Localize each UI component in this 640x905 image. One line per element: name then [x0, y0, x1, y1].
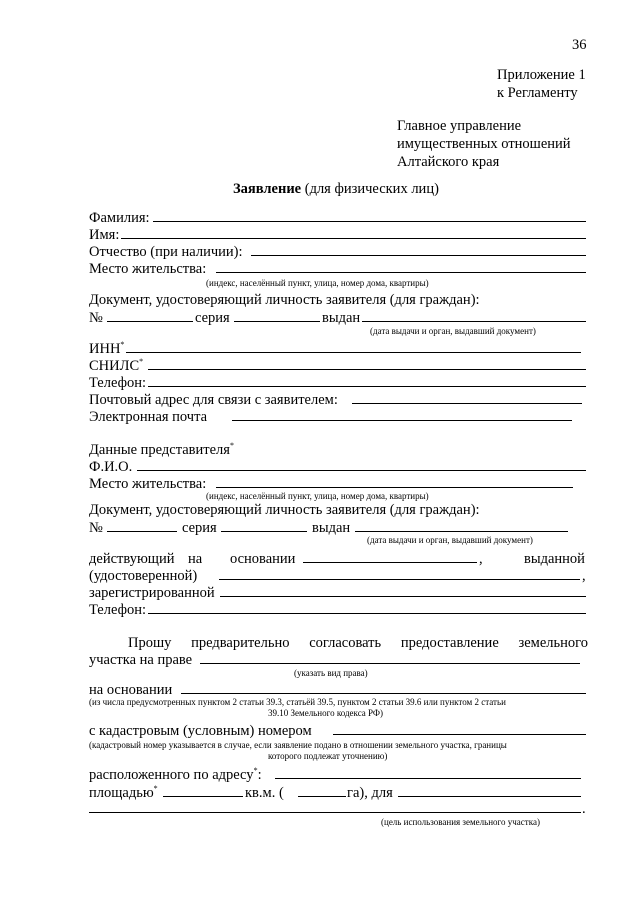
purpose-field-line-2[interactable]: [89, 798, 581, 813]
patronymic-field[interactable]: [251, 241, 586, 256]
residence-field[interactable]: [216, 258, 586, 273]
inn-label: ИНН*: [89, 340, 125, 357]
rep-issued-hint: (дата выдачи и орган, выдавший документ): [367, 535, 533, 545]
rep-residence-field[interactable]: [216, 473, 573, 488]
cadastral-field[interactable]: [333, 720, 586, 735]
form-title: [233, 180, 439, 198]
address-asterisk: *: [253, 766, 258, 776]
representative-asterisk: *: [229, 441, 234, 451]
purpose-field-line-1[interactable]: [398, 782, 581, 797]
page-number: 36: [572, 37, 587, 53]
snils-asterisk: *: [139, 357, 144, 367]
snils-field[interactable]: [148, 355, 586, 370]
rep-series-label: серия: [182, 520, 217, 536]
area-sqm-field[interactable]: [163, 782, 243, 797]
appendix-line-1: Приложение 1: [497, 67, 586, 83]
snils-label: СНИЛС*: [89, 357, 144, 374]
issued-hint: (дата выдачи и орган, выдавший документ): [370, 326, 536, 336]
right-label: участка на праве: [89, 652, 193, 668]
certified-comma: ,: [582, 568, 586, 584]
cadastral-hint-line-1: (кадастровый номер указывается в случае, если заявление подано в отношении земельного участка, границы: [89, 740, 507, 750]
rep-residence-label: Место жительства:: [89, 476, 207, 492]
form-title-bold: Заявление: [233, 181, 302, 197]
name-field[interactable]: [121, 224, 586, 239]
phone-label: Телефон:: [89, 375, 147, 391]
certified-label: (удостоверенной): [89, 568, 198, 584]
residence-label: Место жительства:: [89, 261, 207, 277]
series-field[interactable]: [234, 307, 320, 322]
fio-label: Ф.И.О.: [89, 459, 133, 475]
rep-residence-hint: (индекс, населённый пункт, улица, номер дома, квартиры): [206, 491, 429, 501]
rep-series-field[interactable]: [221, 517, 307, 532]
request-first-line: Прошу предварительно согласовать предоставление земельного: [128, 635, 588, 651]
acting-comma: ,: [479, 551, 483, 567]
basis-hint-line-2: 39.10 Земельного кодекса РФ): [268, 708, 384, 718]
right-field[interactable]: [200, 649, 580, 664]
acting-word-1: действующий: [89, 551, 175, 567]
email-field[interactable]: [232, 406, 572, 421]
name-label: Имя:: [89, 227, 120, 243]
address-field[interactable]: [275, 764, 581, 779]
inn-asterisk: *: [120, 340, 125, 350]
addressee-line-3: Алтайского края: [397, 154, 500, 170]
sqm-label: кв.м. (: [245, 785, 284, 801]
right-hint: (указать вид права): [294, 668, 368, 678]
acting-word-2: на: [188, 551, 203, 567]
basis-field[interactable]: [181, 679, 586, 694]
registered-field[interactable]: [220, 582, 586, 597]
addressee-line-1: Главное управление: [397, 118, 522, 134]
registered-label: зарегистрированной: [89, 585, 215, 601]
rep-issued-label: выдан: [312, 520, 351, 536]
rep-phone-label: Телефон:: [89, 602, 147, 618]
residence-hint: (индекс, населённый пункт, улица, номер дома, квартиры): [206, 278, 429, 288]
number-sign: №: [89, 310, 103, 326]
acting-basis-field[interactable]: [303, 548, 477, 563]
issued-label: выдан: [322, 310, 361, 326]
fio-field[interactable]: [137, 456, 586, 471]
basis-hint-line-1: (из числа предусмотренных пунктом 2 статьи 39.3, статьёй 39.5, пунктом 2 статьи 39.6 или пунктом 2 статьи: [89, 697, 506, 707]
area-label: площадью*: [89, 784, 158, 801]
purpose-end-dot: .: [582, 801, 586, 817]
postal-address-field[interactable]: [352, 389, 582, 404]
email-label: Электронная почта: [89, 409, 208, 425]
surname-label: Фамилия:: [89, 210, 150, 226]
area-ha-field[interactable]: [298, 782, 346, 797]
surname-field[interactable]: [153, 207, 586, 222]
rep-number-sign: №: [89, 520, 103, 536]
form-title-rest: (для физических лиц): [301, 181, 439, 197]
certified-field[interactable]: [219, 565, 580, 580]
addressee-line-2: имущественных отношений: [397, 136, 571, 152]
ha-label: га), для: [347, 785, 393, 801]
rep-issued-field[interactable]: [355, 517, 568, 532]
patronymic-label: Отчество (при наличии):: [89, 244, 243, 260]
rep-document-number-field[interactable]: [107, 517, 177, 532]
acting-word-3: основании: [230, 551, 296, 567]
inn-field[interactable]: [126, 338, 581, 353]
postal-address-label: Почтовый адрес для связи с заявителем:: [89, 392, 338, 408]
cadastral-hint-line-2: которого подлежат уточнению): [268, 751, 388, 761]
address-label: расположенного по адресу*:: [89, 766, 262, 783]
phone-field[interactable]: [148, 372, 586, 387]
series-label: серия: [195, 310, 230, 326]
appendix-line-2: к Регламенту: [497, 85, 578, 101]
basis-label: на основании: [89, 682, 173, 698]
purpose-hint: (цель использования земельного участка): [381, 817, 540, 827]
representative-heading: Данные представителя*: [89, 441, 234, 458]
rep-id-document-label: Документ, удостоверяющий личность заявителя (для граждан):: [89, 502, 480, 518]
issued-field[interactable]: [362, 307, 586, 322]
area-asterisk: *: [153, 784, 158, 794]
cadastral-label: с кадастровым (условным) номером: [89, 723, 312, 739]
id-document-label: Документ, удостоверяющий личность заявителя (для граждан):: [89, 292, 480, 308]
rep-phone-field[interactable]: [148, 599, 586, 614]
acting-word-4: выданной: [524, 551, 585, 567]
document-number-field[interactable]: [107, 307, 193, 322]
